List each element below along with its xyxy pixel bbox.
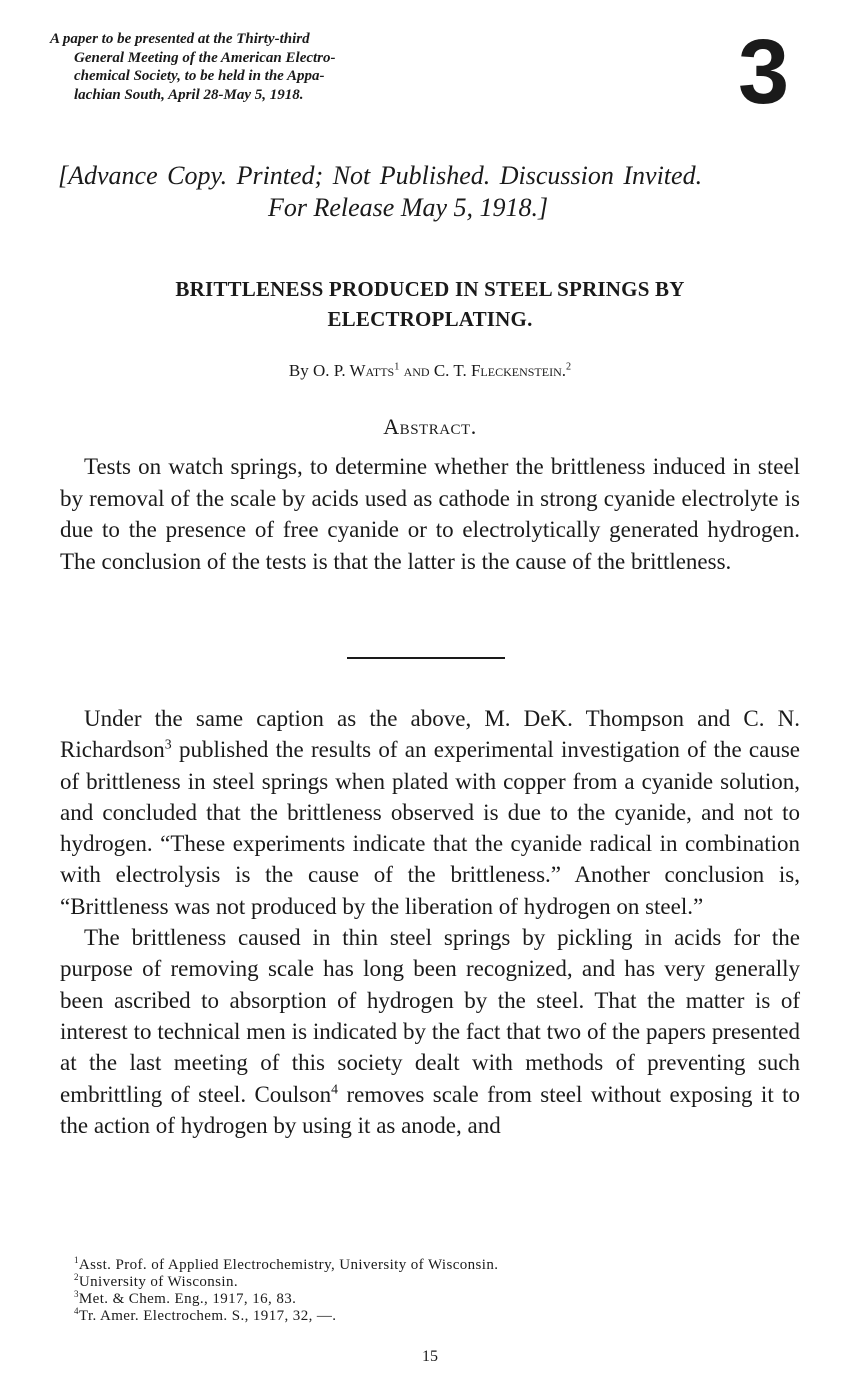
footnote-mark: 1 [74,1255,79,1265]
meeting-note-line: lachian South, April 28-May 5, 1918. [74,86,304,103]
meeting-note-line: A paper to be presented at the Thirty-third [50,31,310,47]
paper-number: 3 [738,21,790,123]
abstract-text: Tests on watch springs, to determine whether the brittleness induced in steel by removal of the scale by acids used as cathode in strong cyanide electrolyte is due to the presence of free cyanide or to electrolytically generated hydrogen. The conclusion of the tests is that the latter is the cause of the brittleness. [60,454,800,574]
footnote [74,1291,794,1308]
paragraph-text: published the results of an experimental investigation of the cause of brittleness in steel springs when plated with copper from a cyanide solution, and concluded that the brittleness observed is due to the cyanide, and not to hydrogen. “These experiments indicate that the cyanide radical in combination with electrolysis is the cause of the brittleness.” Another conclusion is, “Brittleness was not produced by the liberation of hydrogen on steel.” [60,737,800,919]
byline-by: By [288,361,309,380]
footnote-mark: 2 [74,1272,79,1282]
page-number: 15 [422,1348,438,1365]
advance-notice-line: [Advance Copy. Printed; Not Published. Discussion Invited. [58,161,703,190]
footnote-ref: 1 [394,361,400,373]
release-date-line: For Release May 5, 1918.] [268,193,549,222]
footnote-mark: 4 [74,1306,79,1316]
footnote-text: Asst. Prof. of Applied Electrochemistry, University of Wisconsin. [78,1257,499,1273]
footnote [74,1274,794,1291]
footnote-ref: 3 [164,736,172,752]
paragraph-text: The brittleness caused in thin steel springs by pickling in acids for the purpose of removing scale has long been recognized, and has very generally been ascribed to absorption of hydrogen by the steel. That the matter is of interest to technical men is indicated by the fact that two of the papers presented at the last meeting of this society dealt with methods of preventing such embrittling of steel. Coulson [60,925,800,1107]
meeting-note-line: chemical Society, to be held in the Appa- [74,68,325,84]
body-paragraph [60,922,800,1141]
footnote-text: Met. & Chem. Eng., 1917, 16, 83. [78,1291,297,1307]
advance-copy-notice [58,160,818,224]
paper-title [60,274,800,334]
byline [60,360,800,382]
paragraph-text: Under the same caption as the above, M. DeK. Thompson and C. N. Richardson [60,706,800,763]
byline-and: and [403,361,430,380]
title-line: BRITTLENESS PRODUCED IN STEEL SPRINGS BY [175,277,685,301]
footnote-text: University of Wisconsin. [78,1274,239,1290]
meeting-note [50,30,450,104]
body-text [60,703,800,1141]
author-name: C. T. Fleckenstein. [433,361,567,380]
footnote-mark: 3 [74,1289,79,1299]
title-line: ELECTROPLATING. [327,307,533,331]
meeting-note-line: General Meeting of the American Electro- [74,49,336,66]
footnote [74,1257,794,1274]
section-divider [347,657,505,659]
body-paragraph [60,703,800,922]
footnote-text: Tr. Amer. Electrochem. S., 1917, 32, —. [78,1308,337,1324]
author-name: O. P. Watts [312,361,395,380]
footnote-ref: 4 [331,1080,339,1096]
footnote-ref: 2 [566,361,572,373]
footnote [74,1308,794,1325]
paragraph-text: removes scale from steel without exposing it to the action of hydrogen by using it as anode, and [60,1081,800,1138]
abstract-heading: Abstract. [383,414,477,439]
footnotes [74,1257,794,1325]
